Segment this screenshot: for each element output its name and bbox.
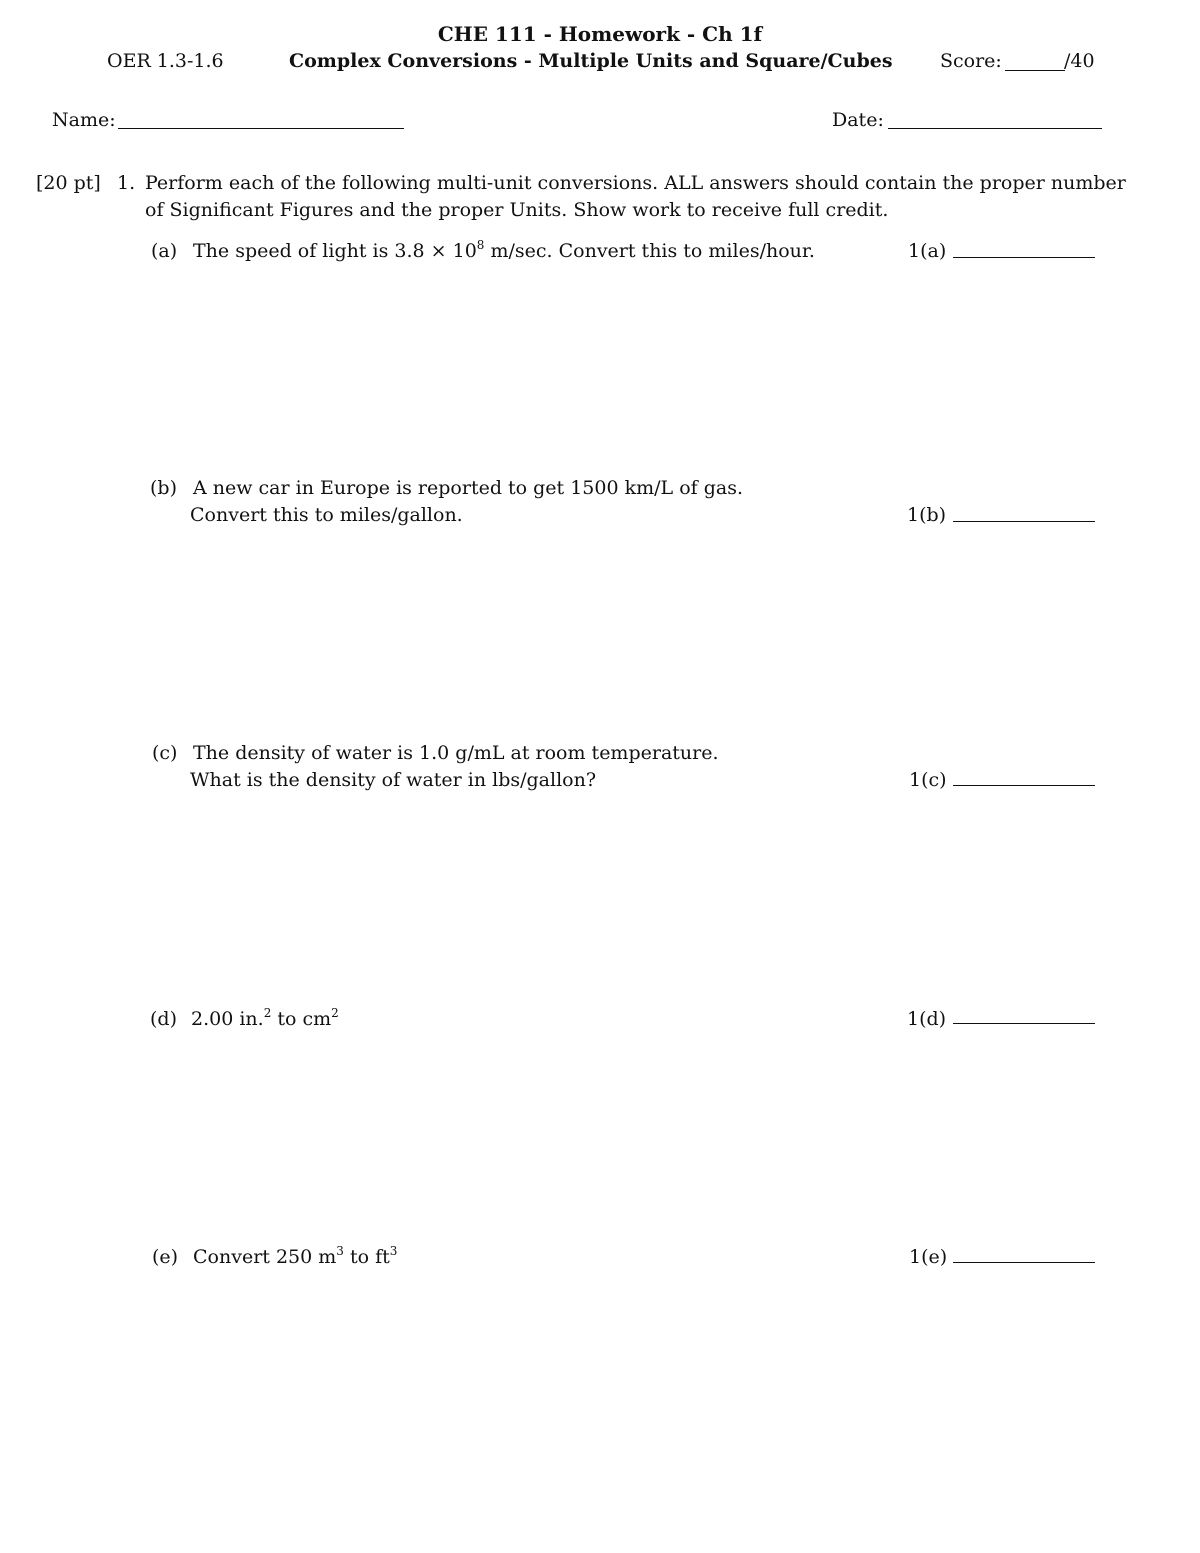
part-a-label: (a) [151,240,178,262]
part-a-exponent: 8 [476,238,485,252]
part-a-text-end: m/sec. Convert this to miles/hour. [484,240,815,262]
course-title: CHE 111 - Homework - Ch 1f [437,22,763,46]
part-e-text: Convert 250 m [193,1246,337,1268]
part-d-exponent-2: 2 [331,1006,339,1020]
answer-blank-b[interactable] [953,521,1095,522]
answer-label-a: 1(a) [908,240,947,262]
part-c-question-line-1: The density of water is 1.0 g/mL at room temperature. [193,742,719,764]
name-label: Name: [52,109,116,131]
answer-blank-c[interactable] [953,785,1095,786]
answer-blank-d[interactable] [953,1023,1095,1024]
part-a-question [193,240,815,262]
answer-label-e: 1(e) [909,1246,948,1268]
instructions-line-1: Perform each of the following multi-unit conversions. ALL answers should contain the proper number [145,172,1126,194]
instructions-line-2: of Significant Figures and the proper Units. Show work to receive full credit. [145,199,889,221]
answer-label-b: 1(b) [907,504,947,526]
part-c-label: (c) [152,742,178,764]
score-label: Score: [940,50,1002,72]
date-field[interactable] [888,128,1102,129]
question-number: 1. [117,172,136,194]
reading-reference: OER 1.3-1.6 [107,50,224,72]
part-b-question-line-1: A new car in Europe is reported to get 1500 km/L of gas. [193,477,743,499]
part-b-label: (b) [150,477,177,499]
answer-blank-a[interactable] [953,257,1095,258]
score-total: /40 [1064,50,1095,72]
date-label: Date: [832,109,884,131]
part-d-text-end: to cm [271,1008,332,1030]
points-badge: [20 pt] [36,172,101,194]
part-e-question [193,1246,397,1268]
part-a-text: The speed of light is 3.8 × 10 [193,240,477,262]
part-e-exponent-2: 3 [389,1244,398,1258]
page-subtitle: Complex Conversions - Multiple Units and Square/Cubes [289,50,893,72]
part-c-question-line-2: What is the density of water in lbs/gallon? [190,769,597,791]
answer-blank-e[interactable] [953,1262,1095,1263]
part-d-text: 2.00 in. [191,1008,264,1030]
part-d-exponent-1: 2 [263,1006,272,1020]
part-d-label: (d) [150,1008,177,1030]
part-d-question [191,1008,339,1030]
part-e-exponent-1: 3 [336,1244,344,1258]
score-blank[interactable] [1005,70,1065,71]
answer-label-d: 1(d) [907,1008,947,1030]
name-field[interactable] [118,128,404,129]
part-e-label: (e) [152,1246,179,1268]
answer-label-c: 1(c) [909,769,947,791]
part-e-text-end: to ft [343,1246,390,1268]
part-b-question-line-2: Convert this to miles/gallon. [190,504,463,526]
